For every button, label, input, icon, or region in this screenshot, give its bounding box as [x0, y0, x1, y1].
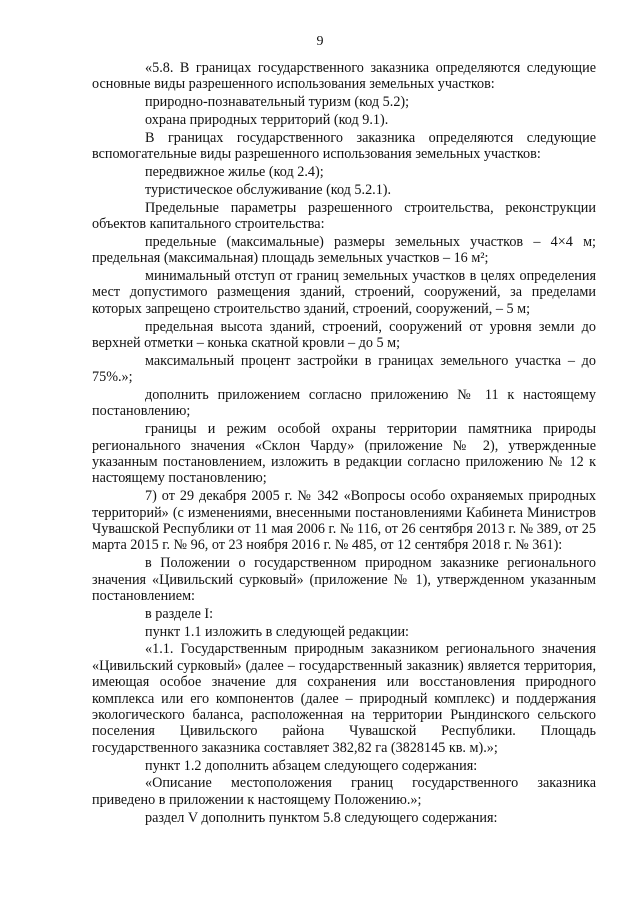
paragraph: Предельные параметры разрешенного строительства, реконструкции объектов капитального строительства: [92, 199, 596, 232]
paragraph: предельная высота зданий, строений, сооружений от уровня земли до верхней отметки – конька скатной кровли – до 5 м; [92, 318, 596, 352]
paragraph: «Описание местоположения границ государственного заказника приведено в приложении к настоящему Положению.»; [92, 775, 596, 808]
paragraph: передвижное жилье (код 2.4); [145, 164, 324, 180]
paragraph: максимальный процент застройки в границах земельного участка – до 75%.»; [92, 352, 596, 386]
page-number: 9 [316, 34, 324, 49]
paragraph: предельные (максимальные) размеры земельных участков – 4×4 м; предельная (максимальная) площадь земельных участков – 16 м²; [92, 233, 596, 267]
paragraph: в Положении о государственном природном заказнике регионального значения «Цивильский сурковый» (приложение № 1), утвержденном указанным постановлением: [92, 555, 596, 605]
paragraph: пункт 1.2 дополнить абзацем следующего содержания: [145, 757, 478, 774]
paragraph: туристическое обслуживание (код 5.2.1). [145, 181, 392, 198]
paragraph: минимальный отступ от границ земельных участков в целях определения мест допустимого размещения зданий, строений, сооружений, за пределами которых запрещено строительство зданий, строений, сооружений, – 5 м; [92, 268, 596, 317]
paragraph: В границах государственного заказника определяются следующие вспомогательные виды разрешенного использования земельных участков: [92, 129, 596, 163]
paragraph: границы и режим особой охраны территории памятника природы регионального значения «Склон Чарду» (приложение № 2), утвержденные указанным постановлением, изложить в редакции согласно приложению № 12 к настоящему постановлению; [92, 421, 596, 487]
paragraph: дополнить приложением согласно приложению № 11 к настоящему постановлению; [92, 387, 596, 420]
paragraph: пункт 1.1 изложить в следующей редакции: [145, 623, 409, 640]
paragraph: охрана природных территорий (код 9.1). [145, 112, 389, 128]
document-body [92, 60, 596, 826]
paragraph: раздел V дополнить пунктом 5.8 следующего содержания: [145, 809, 498, 826]
paragraph: в разделе I: [145, 605, 214, 622]
paragraph: «1.1. Государственным природным заказником регионального значения «Цивильский сурковый» (далее – государственный заказник) является территория, имеющая особое значение для сохранения или восстановления природного комплекса или его компонентов (далее – природный комплекс) и поддержания экологического баланса, расположенная на территории Рындинского сельского поселения Цивильского района Чувашской Республики. Площадь государственного заказника составляет 382,82 га (3828145 кв. м).»; [92, 641, 596, 756]
paragraph: природно-познавательный туризм (код 5.2); [145, 94, 410, 111]
paragraph: «5.8. В границах государственного заказника определяются следующие основные виды разрешенного использования земельных участков: [92, 60, 596, 93]
paragraph: 7) от 29 декабря 2005 г. № 342 «Вопросы особо охраняемых природных территорий» (с изменениями, внесенными постановлениями Кабинета Министров Чувашской Республики от 11 мая 2006 г. № 116, от 26 сентября 2013 г. № 389, от 25 марта 2015 г. № 96, от 23 ноября 2016 г. № 485, от 12 сентября 2018 г. № 361): [92, 488, 596, 554]
